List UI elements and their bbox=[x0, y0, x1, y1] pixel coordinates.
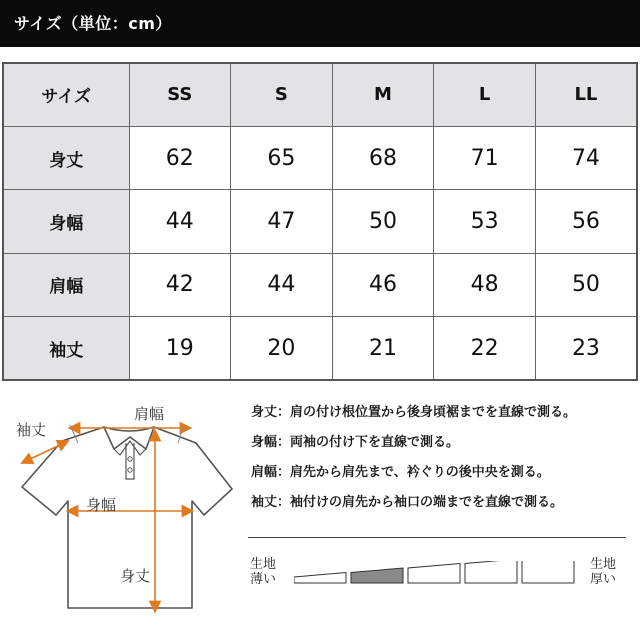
size-header-ll: LL bbox=[535, 63, 637, 126]
header-title: サイズ（単位：cm） bbox=[0, 0, 640, 47]
thin-label bbox=[250, 557, 290, 587]
note-key: 身幅 bbox=[251, 435, 278, 450]
table-cell: 47 bbox=[231, 190, 333, 253]
thick-label-line1: 生地 bbox=[590, 557, 617, 572]
table-cell: 42 bbox=[129, 253, 231, 316]
thin-label-line2: 薄い bbox=[250, 572, 277, 587]
row-label: 袖丈 bbox=[3, 317, 129, 380]
section-divider bbox=[248, 537, 626, 538]
thin-label-line1: 生地 bbox=[250, 557, 277, 572]
note-key: 袖丈 bbox=[251, 495, 278, 510]
table-row-shoulder bbox=[3, 253, 637, 316]
note-shoulder bbox=[251, 465, 636, 495]
table-cell: 21 bbox=[332, 317, 434, 380]
measurement-notes bbox=[251, 405, 636, 525]
size-header-l: L bbox=[434, 63, 536, 126]
note-sleeve bbox=[251, 495, 636, 525]
note-text: 両袖の付け下を直線で測る。 bbox=[290, 435, 460, 450]
note-separator: ： bbox=[277, 405, 291, 420]
table-cell: 50 bbox=[535, 253, 637, 316]
fabric-thickness-scale bbox=[250, 555, 630, 595]
sleeve-length-label: 袖丈 bbox=[16, 421, 47, 439]
table-cell: 71 bbox=[434, 126, 536, 189]
thickness-level-3 bbox=[408, 564, 460, 584]
note-separator: ： bbox=[277, 495, 291, 510]
note-text: 肩先から肩先まで、衿ぐりの後中央を測る。 bbox=[290, 465, 550, 480]
table-cell: 46 bbox=[332, 253, 434, 316]
table-cell: 74 bbox=[535, 126, 637, 189]
size-header-ss: SS bbox=[129, 63, 231, 126]
table-cell: 44 bbox=[129, 190, 231, 253]
table-row-length bbox=[3, 126, 637, 189]
table-row-width bbox=[3, 190, 637, 253]
table-cell: 19 bbox=[129, 317, 231, 380]
table-cell: 23 bbox=[535, 317, 637, 380]
table-cell: 68 bbox=[332, 126, 434, 189]
note-separator: ： bbox=[277, 465, 291, 480]
thickness-level-2 bbox=[351, 568, 403, 583]
size-header-s: S bbox=[231, 63, 333, 126]
note-separator: ： bbox=[277, 435, 291, 450]
table-cell: 20 bbox=[231, 317, 333, 380]
table-header-row bbox=[3, 63, 637, 126]
size-header-m: M bbox=[332, 63, 434, 126]
table-cell: 56 bbox=[535, 190, 637, 253]
body-length-label: 身丈 bbox=[120, 567, 151, 585]
note-width bbox=[251, 435, 636, 465]
table-cell: 44 bbox=[231, 253, 333, 316]
polo-shirt-diagram bbox=[0, 395, 240, 635]
body-width-label: 身幅 bbox=[86, 496, 117, 514]
note-key: 肩幅 bbox=[251, 465, 278, 480]
table-cell: 50 bbox=[332, 190, 434, 253]
table-corner-label: サイズ bbox=[3, 63, 129, 126]
thickness-level-1 bbox=[294, 573, 346, 584]
note-text: 袖付けの肩先から袖口の端までを直線で測る。 bbox=[290, 495, 564, 510]
table-cell: 48 bbox=[434, 253, 536, 316]
table-cell: 62 bbox=[129, 126, 231, 189]
thick-label bbox=[590, 557, 630, 587]
row-label: 身幅 bbox=[3, 190, 129, 253]
table-cell: 22 bbox=[434, 317, 536, 380]
thickness-level-4 bbox=[465, 561, 517, 583]
table-cell: 65 bbox=[231, 126, 333, 189]
shoulder-width-label: 肩幅 bbox=[134, 405, 165, 423]
table-cell: 53 bbox=[434, 190, 536, 253]
thickness-bars bbox=[294, 561, 584, 591]
note-length bbox=[251, 405, 636, 435]
thickness-level-5 bbox=[522, 561, 574, 583]
note-key: 身丈 bbox=[251, 405, 278, 420]
row-label: 身丈 bbox=[3, 126, 129, 189]
thick-label-line2: 厚い bbox=[590, 572, 617, 587]
table-row-sleeve bbox=[3, 317, 637, 380]
row-label: 肩幅 bbox=[3, 253, 129, 316]
note-text: 肩の付け根位置から後身頃裾までを直線で測る。 bbox=[290, 405, 577, 420]
size-table bbox=[2, 62, 638, 381]
